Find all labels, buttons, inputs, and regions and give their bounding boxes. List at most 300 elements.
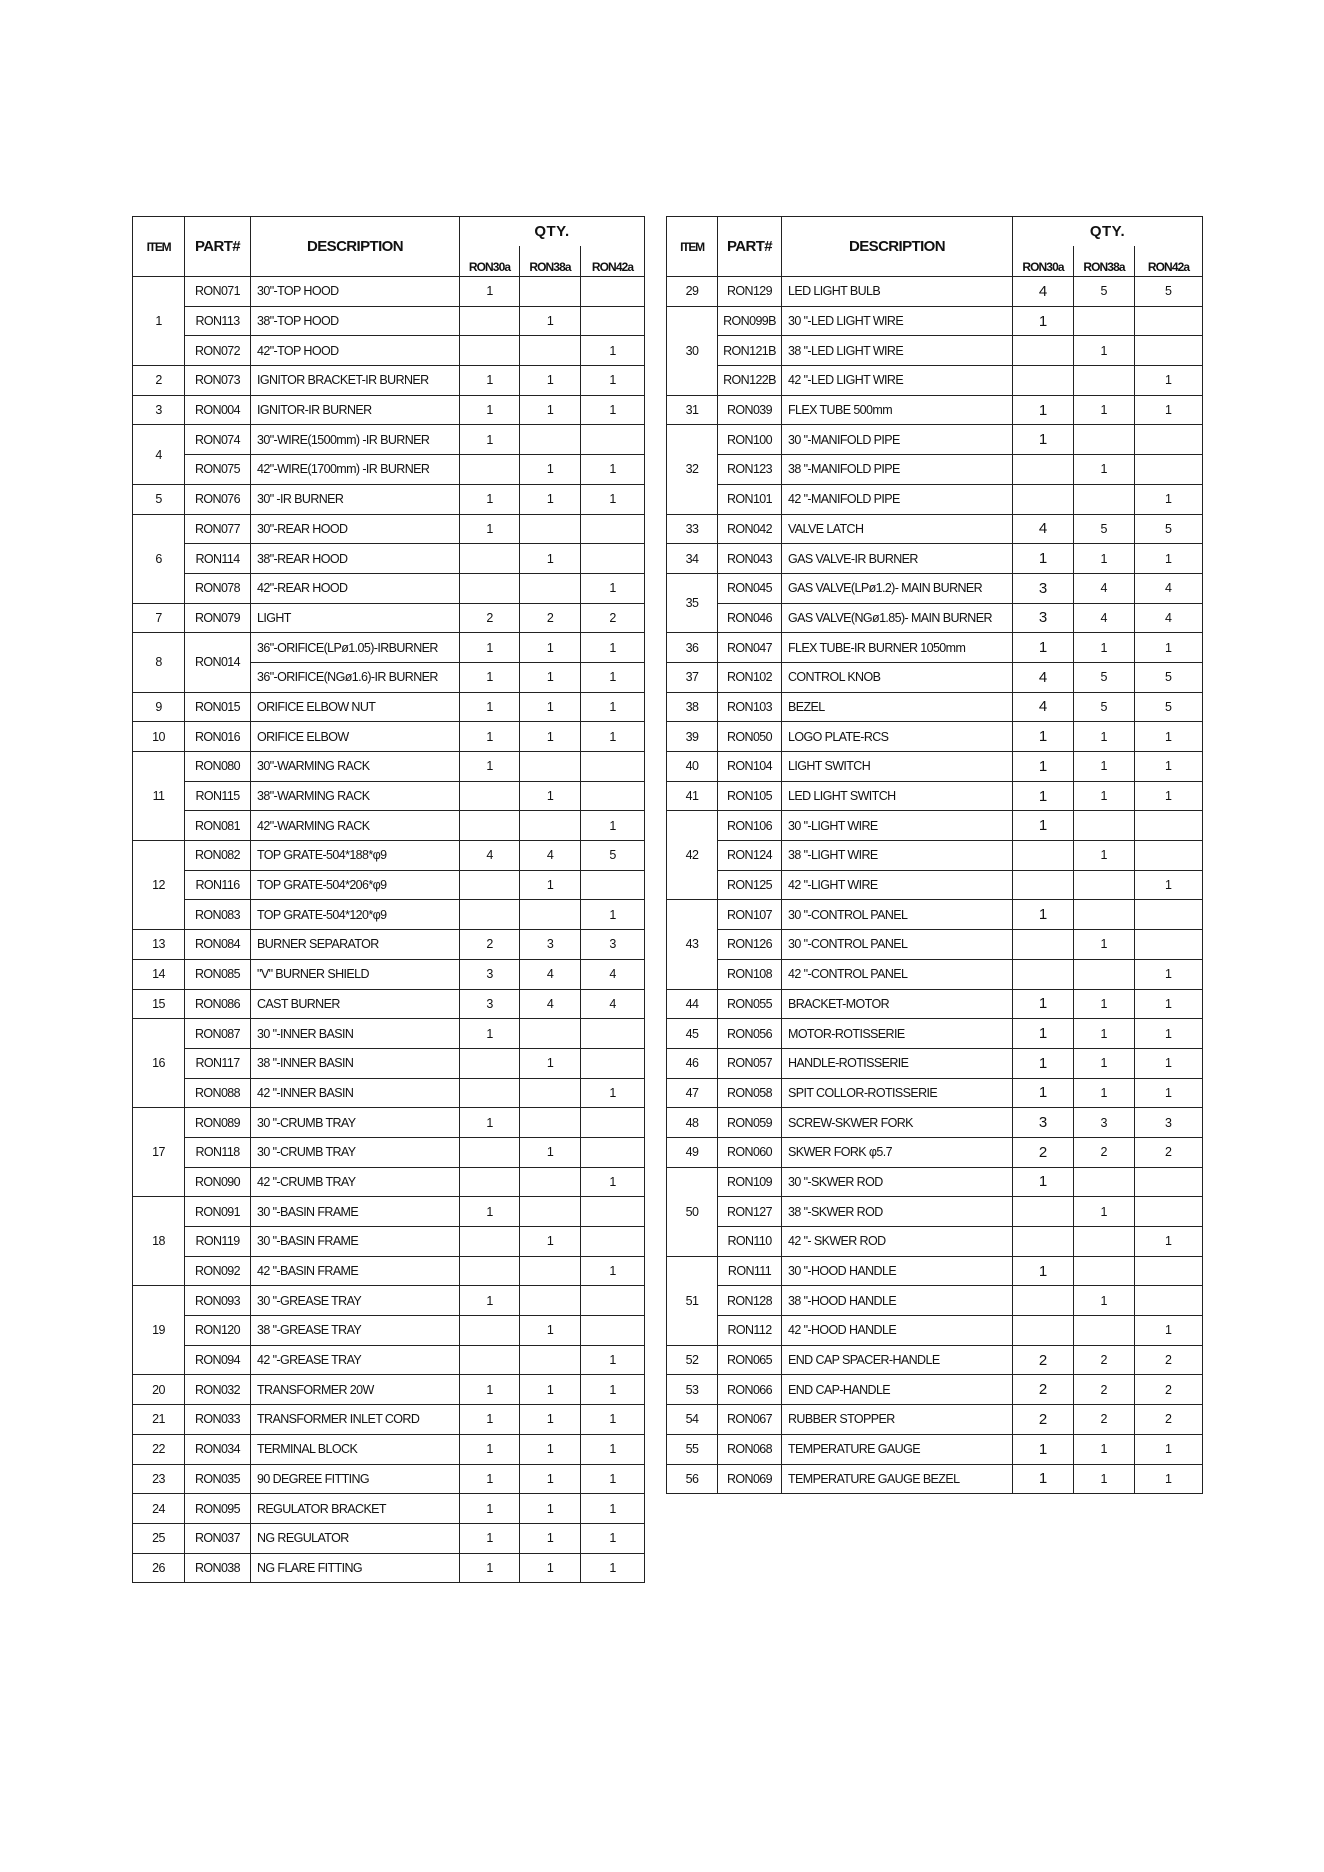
qty-ron38a: 1 [1074, 1464, 1135, 1494]
table-row [133, 1019, 645, 1049]
table-row [133, 841, 645, 871]
part-description: 42 "-CRUMB TRAY [251, 1167, 460, 1197]
table-row [133, 484, 645, 514]
part-number: RON058 [718, 1078, 782, 1108]
table-row [667, 1434, 1203, 1464]
part-description: 42"-WARMING RACK [251, 811, 460, 841]
qty-ron42a: 1 [1135, 395, 1203, 425]
table-row [667, 277, 1203, 307]
qty-ron38a: 5 [1074, 277, 1135, 307]
qty-ron42a: 1 [581, 1523, 645, 1553]
qty-ron42a: 1 [581, 1256, 645, 1286]
part-description: GAS VALVE(LPø1.2)- MAIN BURNER [782, 573, 1013, 603]
qty-ron38a [520, 811, 581, 841]
qty-ron30a [460, 1137, 520, 1167]
qty-ron38a: 1 [520, 1405, 581, 1435]
qty-ron38a [520, 514, 581, 544]
header-qty: QTY. [1013, 217, 1203, 246]
part-number: RON081 [185, 811, 251, 841]
part-description: 30 "-INNER BASIN [251, 1019, 460, 1049]
part-description: CAST BURNER [251, 989, 460, 1019]
qty-ron30a: 1 [1013, 395, 1074, 425]
item-number: 51 [667, 1256, 718, 1345]
part-number: RON039 [718, 395, 782, 425]
table-row [133, 1553, 645, 1583]
item-number: 48 [667, 1108, 718, 1138]
qty-ron38a [520, 277, 581, 307]
item-number: 43 [667, 900, 718, 989]
qty-ron30a: 1 [460, 1286, 520, 1316]
part-number: RON055 [718, 989, 782, 1019]
part-number: RON068 [718, 1434, 782, 1464]
qty-ron30a [1013, 1197, 1074, 1227]
header-model-ron42a: RON42a [1135, 246, 1203, 277]
qty-ron42a: 2 [1135, 1137, 1203, 1167]
qty-ron38a [1074, 1167, 1135, 1197]
qty-ron42a: 1 [581, 1494, 645, 1524]
qty-ron30a: 1 [460, 662, 520, 692]
part-description: 30 "-BASIN FRAME [251, 1197, 460, 1227]
table-row [667, 395, 1203, 425]
table-row [133, 425, 645, 455]
part-description: TOP GRATE-504*206*φ9 [251, 870, 460, 900]
qty-ron30a: 2 [460, 603, 520, 633]
item-number: 12 [133, 841, 185, 930]
part-description: "V" BURNER SHIELD [251, 959, 460, 989]
table-row [667, 1137, 1203, 1167]
qty-ron42a: 1 [1135, 870, 1203, 900]
qty-ron30a [460, 306, 520, 336]
qty-ron42a: 1 [1135, 1434, 1203, 1464]
qty-ron30a: 2 [1013, 1345, 1074, 1375]
part-description: ORIFICE ELBOW [251, 722, 460, 752]
part-description: REGULATOR BRACKET [251, 1494, 460, 1524]
qty-ron42a [581, 781, 645, 811]
part-number: RON032 [185, 1375, 251, 1405]
qty-ron42a [1135, 811, 1203, 841]
qty-ron38a: 4 [520, 989, 581, 1019]
qty-ron30a: 4 [460, 841, 520, 871]
item-number: 35 [667, 573, 718, 632]
qty-ron42a: 1 [1135, 1316, 1203, 1346]
qty-ron38a [520, 336, 581, 366]
part-description: GAS VALVE-IR BURNER [782, 544, 1013, 574]
part-description: 30 "-MANIFOLD PIPE [782, 425, 1013, 455]
table-row [133, 573, 645, 603]
qty-ron42a: 2 [581, 603, 645, 633]
qty-ron38a: 2 [1074, 1137, 1135, 1167]
table-row [133, 1434, 645, 1464]
part-number: RON038 [185, 1553, 251, 1583]
item-number: 26 [133, 1553, 185, 1583]
qty-ron42a [1135, 841, 1203, 871]
qty-ron38a: 1 [520, 1434, 581, 1464]
qty-ron38a: 1 [1074, 1434, 1135, 1464]
part-number: RON122B [718, 366, 782, 396]
qty-ron30a [460, 781, 520, 811]
qty-ron30a: 1 [460, 752, 520, 782]
part-description: 30 "-LED LIGHT WIRE [782, 306, 1013, 336]
part-description: TRANSFORMER 20W [251, 1375, 460, 1405]
qty-ron42a: 1 [581, 662, 645, 692]
part-number: RON126 [718, 930, 782, 960]
part-number: RON082 [185, 841, 251, 871]
qty-ron38a [520, 1078, 581, 1108]
item-number: 39 [667, 722, 718, 752]
part-description: 42 "-BASIN FRAME [251, 1256, 460, 1286]
table-row [667, 959, 1203, 989]
table-row [133, 544, 645, 574]
part-number: RON045 [718, 573, 782, 603]
qty-ron42a [1135, 1286, 1203, 1316]
part-number: RON047 [718, 633, 782, 663]
qty-ron42a [1135, 930, 1203, 960]
qty-ron38a: 4 [1074, 603, 1135, 633]
header-model-ron42a: RON42a [581, 246, 645, 277]
part-number: RON104 [718, 752, 782, 782]
part-description: 38 "-LIGHT WIRE [782, 841, 1013, 871]
part-description: 90 DEGREE FITTING [251, 1464, 460, 1494]
header-qty: QTY. [460, 217, 645, 246]
part-description: 42 "-INNER BASIN [251, 1078, 460, 1108]
qty-ron38a [520, 425, 581, 455]
part-number: RON129 [718, 277, 782, 307]
part-description: 42 "-GREASE TRAY [251, 1345, 460, 1375]
qty-ron30a: 1 [1013, 1464, 1074, 1494]
table-row [133, 781, 645, 811]
qty-ron42a: 1 [1135, 1048, 1203, 1078]
qty-ron38a: 1 [520, 633, 581, 663]
qty-ron38a: 1 [520, 306, 581, 336]
table-row [667, 870, 1203, 900]
qty-ron38a: 1 [1074, 336, 1135, 366]
qty-ron38a [520, 752, 581, 782]
item-number: 29 [667, 277, 718, 307]
part-description: BEZEL [782, 692, 1013, 722]
table-row [133, 514, 645, 544]
part-number: RON103 [718, 692, 782, 722]
part-description: 30" -IR BURNER [251, 484, 460, 514]
header-description: DESCRIPTION [251, 217, 460, 277]
qty-ron30a [1013, 870, 1074, 900]
qty-ron42a: 1 [1135, 633, 1203, 663]
qty-ron42a [1135, 336, 1203, 366]
header-item: ITEM [667, 217, 718, 277]
qty-ron30a: 1 [460, 1523, 520, 1553]
qty-ron30a: 1 [460, 1494, 520, 1524]
qty-ron38a [1074, 306, 1135, 336]
table-row [133, 277, 645, 307]
table-row [667, 366, 1203, 396]
table-row [133, 1345, 645, 1375]
part-description: TEMPERATURE GAUGE [782, 1434, 1013, 1464]
part-number: RON056 [718, 1019, 782, 1049]
part-number: RON094 [185, 1345, 251, 1375]
part-description: 38 "-SKWER ROD [782, 1197, 1013, 1227]
qty-ron30a: 1 [1013, 544, 1074, 574]
qty-ron38a: 4 [520, 841, 581, 871]
part-description: VALVE LATCH [782, 514, 1013, 544]
qty-ron30a [460, 336, 520, 366]
qty-ron38a [1074, 484, 1135, 514]
qty-ron38a: 1 [520, 722, 581, 752]
table-row [667, 1019, 1203, 1049]
item-number: 38 [667, 692, 718, 722]
part-description: TERMINAL BLOCK [251, 1434, 460, 1464]
part-number: RON073 [185, 366, 251, 396]
qty-ron38a: 3 [520, 930, 581, 960]
qty-ron38a [1074, 1227, 1135, 1257]
part-description: 38"-WARMING RACK [251, 781, 460, 811]
part-description: 30"-REAR HOOD [251, 514, 460, 544]
item-number: 15 [133, 989, 185, 1019]
item-number: 21 [133, 1405, 185, 1435]
item-number: 33 [667, 514, 718, 544]
part-number: RON069 [718, 1464, 782, 1494]
qty-ron30a: 2 [460, 930, 520, 960]
qty-ron30a: 1 [1013, 633, 1074, 663]
part-number: RON067 [718, 1405, 782, 1435]
qty-ron30a [460, 573, 520, 603]
table-row [133, 455, 645, 485]
qty-ron38a: 1 [520, 1316, 581, 1346]
qty-ron30a: 1 [1013, 306, 1074, 336]
qty-ron30a: 1 [460, 1405, 520, 1435]
qty-ron42a: 1 [581, 1167, 645, 1197]
qty-ron42a: 5 [581, 841, 645, 871]
part-description: 30 "-CONTROL PANEL [782, 900, 1013, 930]
qty-ron30a: 1 [460, 1197, 520, 1227]
qty-ron30a: 4 [1013, 662, 1074, 692]
qty-ron38a [520, 1286, 581, 1316]
part-description: TRANSFORMER INLET CORD [251, 1405, 460, 1435]
table-row [133, 1316, 645, 1346]
part-description: RUBBER STOPPER [782, 1405, 1013, 1435]
qty-ron42a: 1 [1135, 1078, 1203, 1108]
qty-ron30a: 3 [1013, 573, 1074, 603]
part-number: RON114 [185, 544, 251, 574]
qty-ron42a [581, 870, 645, 900]
qty-ron38a: 2 [1074, 1345, 1135, 1375]
qty-ron38a [1074, 900, 1135, 930]
item-number: 36 [667, 633, 718, 663]
table-row [667, 1256, 1203, 1286]
part-description: LED LIGHT BULB [782, 277, 1013, 307]
part-number: RON059 [718, 1108, 782, 1138]
table-row [667, 1316, 1203, 1346]
part-number: RON060 [718, 1137, 782, 1167]
qty-ron42a: 3 [1135, 1108, 1203, 1138]
qty-ron38a: 1 [520, 366, 581, 396]
table-row [667, 1167, 1203, 1197]
qty-ron42a: 1 [581, 633, 645, 663]
qty-ron38a: 1 [520, 1227, 581, 1257]
part-number: RON080 [185, 752, 251, 782]
item-number: 10 [133, 722, 185, 752]
qty-ron30a: 1 [1013, 1256, 1074, 1286]
qty-ron42a: 1 [581, 811, 645, 841]
item-number: 19 [133, 1286, 185, 1375]
qty-ron42a: 1 [581, 722, 645, 752]
table-row [667, 692, 1203, 722]
item-number: 22 [133, 1434, 185, 1464]
header-model-ron38a: RON38a [520, 246, 581, 277]
part-number: RON050 [718, 722, 782, 752]
item-number: 45 [667, 1019, 718, 1049]
table-row [133, 366, 645, 396]
table-row [133, 959, 645, 989]
part-number: RON105 [718, 781, 782, 811]
part-description: MOTOR-ROTISSERIE [782, 1019, 1013, 1049]
table-row [133, 930, 645, 960]
table-row [667, 752, 1203, 782]
item-number: 37 [667, 662, 718, 692]
header-model-ron38a: RON38a [1074, 246, 1135, 277]
part-number: RON090 [185, 1167, 251, 1197]
table-row [133, 1048, 645, 1078]
qty-ron38a [520, 1167, 581, 1197]
qty-ron30a [1013, 841, 1074, 871]
part-number: RON077 [185, 514, 251, 544]
item-number: 3 [133, 395, 185, 425]
table-row [667, 1345, 1203, 1375]
part-description: TOP GRATE-504*120*φ9 [251, 900, 460, 930]
part-number: RON043 [718, 544, 782, 574]
qty-ron30a [1013, 1286, 1074, 1316]
qty-ron30a: 3 [1013, 603, 1074, 633]
part-number: RON079 [185, 603, 251, 633]
qty-ron30a [1013, 1227, 1074, 1257]
table-row [133, 395, 645, 425]
part-number: RON118 [185, 1137, 251, 1167]
part-description: 38 "-GREASE TRAY [251, 1316, 460, 1346]
part-description: 42"-REAR HOOD [251, 573, 460, 603]
part-number: RON046 [718, 603, 782, 633]
part-description: IGNITOR-IR BURNER [251, 395, 460, 425]
table-row [667, 1375, 1203, 1405]
qty-ron38a: 1 [520, 1523, 581, 1553]
part-description: 30 "-CRUMB TRAY [251, 1108, 460, 1138]
qty-ron30a [460, 1256, 520, 1286]
qty-ron38a: 4 [520, 959, 581, 989]
qty-ron42a [1135, 1167, 1203, 1197]
qty-ron42a: 1 [581, 900, 645, 930]
item-number: 47 [667, 1078, 718, 1108]
part-description: 30"-WIRE(1500mm) -IR BURNER [251, 425, 460, 455]
parts-table-right [666, 216, 1203, 1494]
qty-ron30a: 3 [460, 989, 520, 1019]
qty-ron38a [1074, 425, 1135, 455]
part-number: RON033 [185, 1405, 251, 1435]
item-number: 31 [667, 395, 718, 425]
qty-ron30a: 1 [460, 692, 520, 722]
qty-ron30a [460, 455, 520, 485]
part-number: RON121B [718, 336, 782, 366]
qty-ron38a: 1 [1074, 989, 1135, 1019]
table-row [133, 1256, 645, 1286]
table-row [667, 1197, 1203, 1227]
item-number: 16 [133, 1019, 185, 1108]
table-row [667, 633, 1203, 663]
part-number: RON065 [718, 1345, 782, 1375]
part-number: RON057 [718, 1048, 782, 1078]
qty-ron42a: 2 [1135, 1345, 1203, 1375]
qty-ron42a: 1 [1135, 752, 1203, 782]
qty-ron42a: 1 [1135, 366, 1203, 396]
qty-ron38a: 1 [520, 1494, 581, 1524]
qty-ron30a: 1 [460, 1375, 520, 1405]
item-number: 17 [133, 1108, 185, 1197]
header-part-number: PART# [718, 217, 782, 277]
table-row [667, 336, 1203, 366]
part-number: RON116 [185, 870, 251, 900]
qty-ron38a: 1 [1074, 841, 1135, 871]
qty-ron38a: 4 [1074, 573, 1135, 603]
item-number: 53 [667, 1375, 718, 1405]
item-number: 11 [133, 752, 185, 841]
item-number: 20 [133, 1375, 185, 1405]
part-description: 30 "-LIGHT WIRE [782, 811, 1013, 841]
qty-ron42a: 1 [581, 455, 645, 485]
part-number: RON042 [718, 514, 782, 544]
part-number: RON037 [185, 1523, 251, 1553]
header-item: ITEM [133, 217, 185, 277]
qty-ron38a: 1 [520, 455, 581, 485]
part-description: 42 "-LIGHT WIRE [782, 870, 1013, 900]
part-number: RON099B [718, 306, 782, 336]
part-description: 42 "-CONTROL PANEL [782, 959, 1013, 989]
part-description: HANDLE-ROTISSERIE [782, 1048, 1013, 1078]
part-description: LIGHT SWITCH [782, 752, 1013, 782]
table-row [667, 484, 1203, 514]
part-number: RON109 [718, 1167, 782, 1197]
item-number: 42 [667, 811, 718, 900]
qty-ron42a: 1 [581, 336, 645, 366]
qty-ron38a [520, 573, 581, 603]
part-description: LOGO PLATE-RCS [782, 722, 1013, 752]
qty-ron42a: 1 [1135, 959, 1203, 989]
table-row [133, 1286, 645, 1316]
qty-ron42a [581, 1137, 645, 1167]
qty-ron30a [460, 1048, 520, 1078]
qty-ron42a: 4 [581, 989, 645, 1019]
qty-ron38a [1074, 1256, 1135, 1286]
table-row [667, 603, 1203, 633]
table-row [133, 1108, 645, 1138]
qty-ron42a: 4 [581, 959, 645, 989]
table-row [133, 1227, 645, 1257]
part-number: RON125 [718, 870, 782, 900]
qty-ron42a [581, 1227, 645, 1257]
part-description: 42"-TOP HOOD [251, 336, 460, 366]
qty-ron42a: 1 [581, 1405, 645, 1435]
qty-ron30a [460, 1078, 520, 1108]
qty-ron38a [1074, 811, 1135, 841]
item-number: 55 [667, 1434, 718, 1464]
qty-ron30a: 1 [460, 1108, 520, 1138]
qty-ron30a [1013, 455, 1074, 485]
qty-ron38a [520, 1256, 581, 1286]
qty-ron42a [581, 306, 645, 336]
part-number: RON016 [185, 722, 251, 752]
table-row [667, 455, 1203, 485]
part-description: 30 "-BASIN FRAME [251, 1227, 460, 1257]
qty-ron42a [581, 544, 645, 574]
item-number: 23 [133, 1464, 185, 1494]
item-number: 32 [667, 425, 718, 514]
qty-ron38a: 1 [1074, 455, 1135, 485]
qty-ron30a [1013, 959, 1074, 989]
